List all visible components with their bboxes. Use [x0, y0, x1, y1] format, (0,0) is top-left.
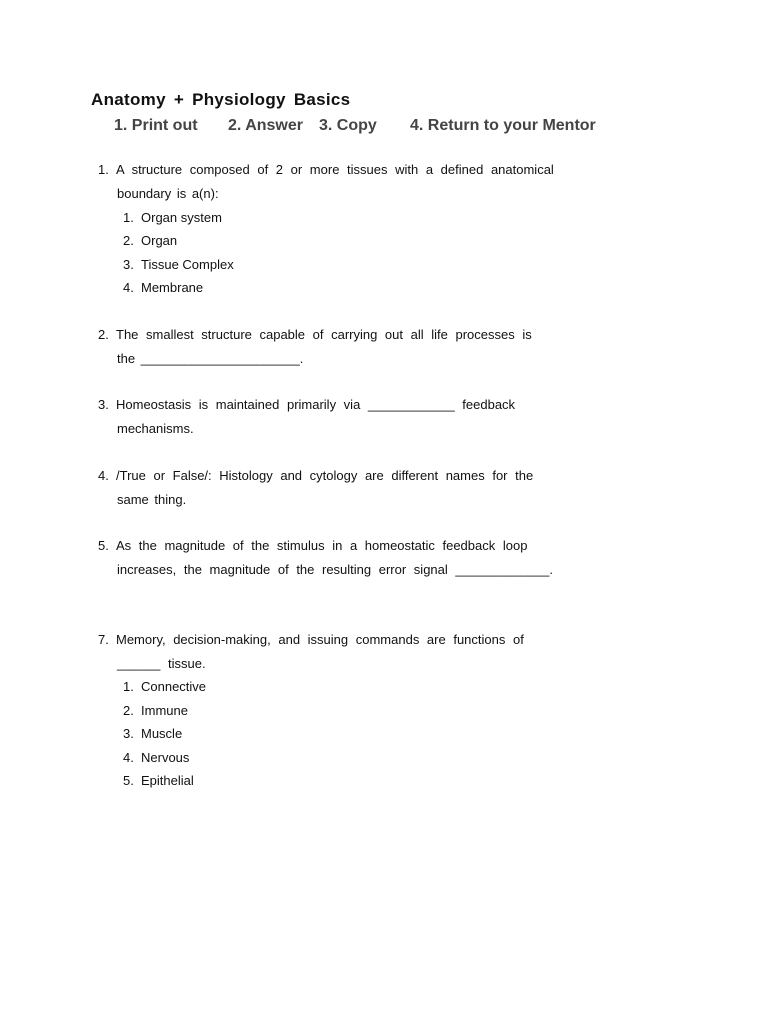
option-text: Tissue Complex — [141, 257, 234, 272]
option-text: Epithelial — [141, 773, 194, 788]
answer-option — [123, 703, 188, 718]
question-text-line: Homeostasis is maintained primarily via ____________ feedback — [116, 397, 516, 412]
answer-option — [123, 257, 234, 272]
option-number: 3. — [123, 257, 134, 272]
question-number: 2. — [98, 327, 109, 342]
question-text-line: A structure composed of 2 or more tissues with a defined anatomical — [116, 162, 554, 177]
option-text: Nervous — [141, 750, 190, 765]
option-text: Organ system — [141, 210, 222, 225]
question-text-line: /True or False/: Histology and cytology are different names for the — [116, 468, 534, 483]
question-number: 7. — [98, 632, 109, 647]
question-text-line: mechanisms. — [117, 421, 194, 436]
answer-option — [123, 773, 194, 788]
option-text: Membrane — [141, 280, 204, 295]
option-number: 4. — [123, 750, 134, 765]
question-number: 3. — [98, 397, 109, 412]
step-answer: 2. Answer — [228, 117, 303, 134]
answer-option — [123, 210, 222, 225]
option-number: 3. — [123, 726, 134, 741]
question-text-line: same thing. — [117, 492, 187, 507]
answer-option — [123, 233, 177, 248]
option-number: 1. — [123, 210, 134, 225]
step-copy: 3. Copy — [319, 117, 377, 134]
option-number: 2. — [123, 703, 134, 718]
answer-option — [123, 679, 206, 694]
document-title: Anatomy + Physiology Basics — [91, 90, 351, 109]
option-number: 1. — [123, 679, 134, 694]
answer-option — [123, 726, 182, 741]
step-print-out: 1. Print out — [114, 117, 198, 134]
question-text-line: the ______________________. — [117, 351, 304, 366]
question-text-line: The smallest structure capable of carrying out all life processes is — [116, 327, 532, 342]
answer-option — [123, 750, 189, 765]
option-text: Organ — [141, 233, 178, 248]
question-text-line: increases, the magnitude of the resulting error signal _____________. — [117, 562, 553, 577]
question-text-line: ______ tissue. — [117, 656, 206, 671]
question-number: 4. — [98, 468, 109, 483]
question-text-line: As the magnitude of the stimulus in a homeostatic feedback loop — [116, 538, 528, 553]
option-number: 2. — [123, 233, 134, 248]
option-text: Connective — [141, 679, 207, 694]
answer-option — [123, 280, 203, 295]
question-text-line: Memory, decision-making, and issuing commands are functions of — [116, 632, 524, 647]
option-number: 4. — [123, 280, 134, 295]
question-number: 5. — [98, 538, 109, 553]
option-text: Immune — [141, 703, 188, 718]
option-text: Muscle — [141, 726, 183, 741]
question-text-line: boundary is a(n): — [117, 186, 219, 201]
step-return-to-mentor: 4. Return to your Mentor — [410, 117, 596, 134]
question-number: 1. — [98, 162, 109, 177]
option-number: 5. — [123, 773, 134, 788]
